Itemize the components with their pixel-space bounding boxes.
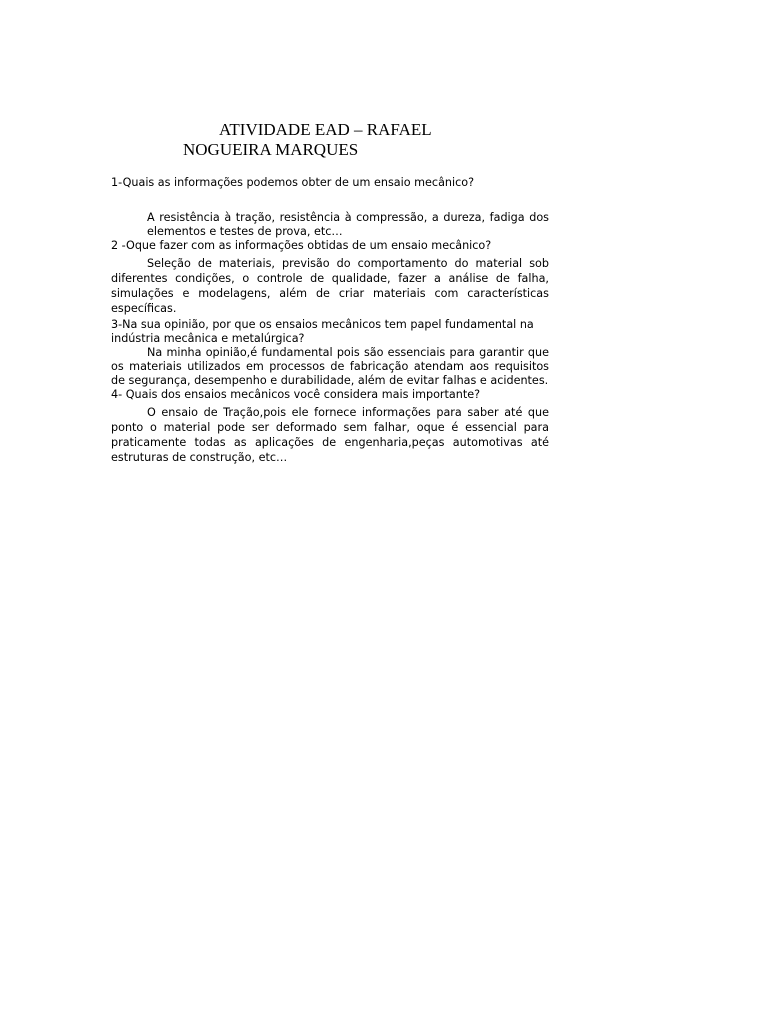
question-2: 2 -Oque fazer com as informações obtidas de um ensaio mecânico? bbox=[111, 239, 492, 252]
answer-3: Na minha opinião,é fundamental pois são essenciais para garantir que os materiais utilizados em processos de fabricação atendam aos requisitos de segurança, desempenho e durabilidade, além de evitar falhas e acidentes. bbox=[111, 346, 549, 387]
document-title-line-2: NOGUEIRA MARQUES bbox=[183, 140, 359, 159]
document-title-line-1: ATIVIDADE EAD – RAFAEL bbox=[219, 120, 432, 139]
question-1: 1-Quais as informações podemos obter de um ensaio mecânico? bbox=[111, 176, 475, 189]
question-4: 4- Quais dos ensaios mecânicos você considera mais importante? bbox=[111, 388, 481, 401]
document-body bbox=[111, 176, 549, 465]
question-3: 3-Na sua opinião, por que os ensaios mecânicos tem papel fundamental na indústria mecânica e metalúrgica? bbox=[111, 318, 534, 345]
answer-2: Seleção de materiais, previsão do comportamento do material sob diferentes condições, o controle de qualidade, fazer a análise de falha, simulações e modelagens, além de criar materiais com características específicas. bbox=[111, 257, 549, 315]
spacer bbox=[111, 190, 549, 211]
answer-1: A resistência à tração, resistência à compressão, a dureza, fadiga dos elementos e testes de prova, etc… bbox=[147, 211, 549, 238]
answer-4: O ensaio de Tração,pois ele fornece informações para saber até que ponto o material pode ser deformado sem falhar, oque é essencial para praticamente todas as aplicações de engenharia,peças automotivas até estruturas de construção, etc… bbox=[111, 406, 549, 464]
